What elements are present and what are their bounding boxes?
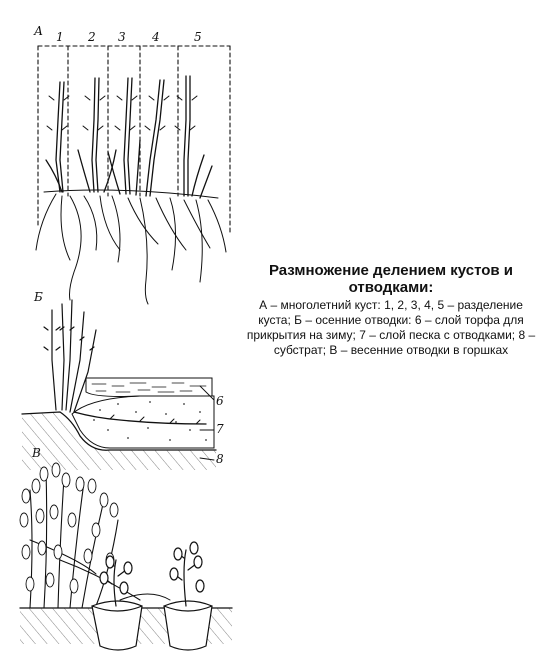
division-frame [38, 46, 230, 232]
caption-body: А – многолетний куст: 1, 2, 3, 4, 5 – разделение куста; Б – осенние отводки: 6 – слой торфа для прикрытия на зиму; 7 – слой песка с отводками; 8 – субстрат; В – весенние отводки в горшках [246, 298, 536, 357]
label-number-6: 6 [216, 394, 224, 408]
panel-a-bush [36, 46, 230, 304]
bush-roots [36, 190, 226, 304]
label-number-8: 8 [216, 452, 224, 466]
mother-plant-stems [44, 300, 96, 412]
peat-layer [86, 378, 212, 397]
panel-a-letter: А [34, 24, 44, 38]
division-number-5: 5 [194, 30, 202, 44]
bush-stems [46, 76, 212, 198]
panel-b-letter: Б [34, 290, 43, 304]
division-number-3: 3 [118, 30, 126, 44]
panel-v-pots [20, 463, 232, 650]
division-number-1: 1 [56, 30, 64, 44]
label-number-7: 7 [216, 422, 224, 436]
peat-lines [92, 383, 206, 392]
bush-leaves [47, 96, 197, 130]
layer-shoot-to-pot [120, 594, 170, 600]
panel-b-layering [22, 300, 216, 470]
figure-caption [245, 262, 537, 358]
pot-2 [164, 542, 212, 650]
caption-title: Размножение делением кустов и отводками: [268, 262, 514, 296]
division-number-2: 2 [88, 30, 96, 44]
pot-1 [92, 556, 142, 650]
panel-v-letter: В [32, 446, 41, 460]
division-number-4: 4 [152, 30, 160, 44]
